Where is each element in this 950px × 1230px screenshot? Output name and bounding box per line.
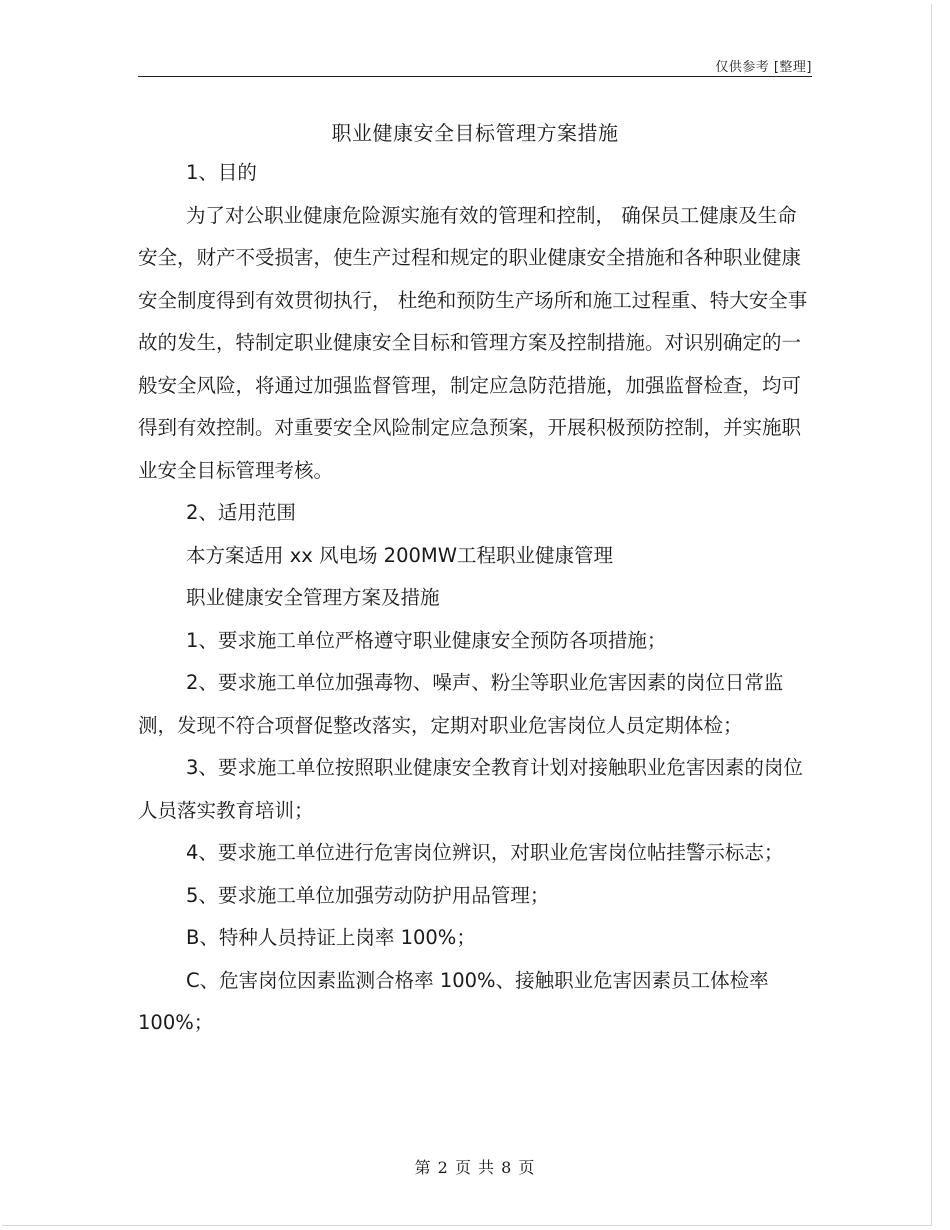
paragraph-purpose: 为了对公职业健康危险源实施有效的管理和控制， 确保员工健康及生命安全，财产不受损害，使生产过程和规定的职业健康安全措施和各种职业健康安全制度得到有效贯彻执行， 杜绝和预防生产场所和施工过程重、特大安全事故的发生，特制定职业健康安全目标和管理方案及控制措施。对识别确定的一般安全风险，将通过加强监督管理，制定应急防范措施，加强监督检查，均可得到有效控制。对重要安全风险制定应急预案，开展积极预防控制，并实施职业安全目标管理考核。 [138,203,808,482]
section-heading-measures: 职业健康安全管理方案及措施 [186,586,440,609]
paragraph-scope: 本方案适用 xx 风电场 200MW工程职业健康管理 [186,543,614,567]
measure-item-5: 5、要求施工单位加强劳动防护用品管理； [186,883,550,907]
target-item-c: C、危害岗位因素监测合格率 100%、接触职业危害因素员工体检率 100%； [138,968,769,1034]
target-item-b: B、特种人员持证上岗率 100%； [186,926,476,949]
section-heading-purpose: 1、目的 [186,161,257,184]
page-number: 第 2 页 共 8 页 [414,1158,536,1177]
document-title: 职业健康安全目标管理方案措施 [331,121,619,145]
header-note: 仅供参考 [整理] [715,60,812,75]
measure-item-3: 3、要求施工单位按照职业健康安全教育计划对接触职业危害因素的岗位人员落实教育培训； [138,756,803,822]
document-body [138,152,810,1045]
section-heading-scope: 2、适用范围 [186,501,296,524]
measure-item-1: 1、要求施工单位严格遵守职业健康安全预防各项措施； [186,628,667,652]
measure-item-2: 2、要求施工单位加强毒物、噪声、粉尘等职业危害因素的岗位日常监测，发现不符合项督促整改落实，定期对职业危害岗位人员定期体检； [138,671,784,737]
header-rule [138,76,812,77]
measure-item-4: 4、要求施工单位进行危害岗位辨识，对职业危害岗位帖挂警示标志； [186,841,784,864]
